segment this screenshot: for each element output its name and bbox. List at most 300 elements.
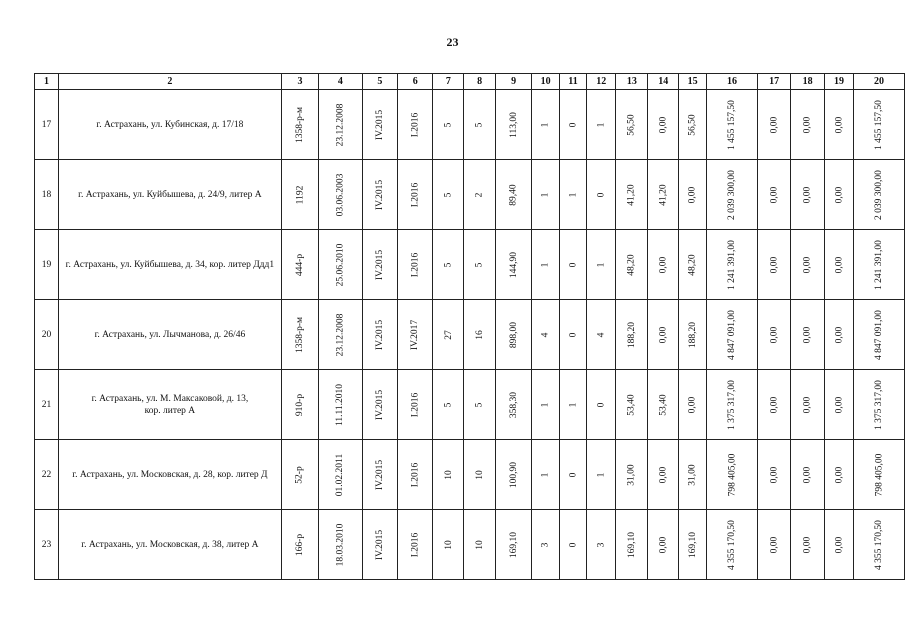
cell-value: 41,20 [658, 183, 669, 206]
cell-value: 0,00 [658, 116, 669, 133]
doc-date-cell [319, 160, 363, 230]
cell-value: 0,00 [769, 396, 780, 413]
col15-cell [679, 440, 707, 510]
end-period-cell [398, 440, 433, 510]
cell-value: 0,00 [833, 256, 844, 273]
cell-value: 53,40 [626, 393, 637, 416]
address-line: г. Астрахань, ул. Куйбышева, д. 34, кор. литер Ддд1 [65, 259, 275, 270]
col13-cell [616, 440, 648, 510]
col13-cell [616, 90, 648, 160]
doc-number-cell [281, 440, 318, 510]
row-number: 22 [35, 440, 59, 510]
table-row [35, 510, 905, 580]
cell-value: 5 [474, 402, 485, 407]
cell-value: 0,00 [833, 536, 844, 553]
cost-cell [707, 230, 758, 300]
col19-cell [824, 440, 853, 510]
address-cell [58, 510, 281, 580]
cell-value: 1 455 157,50 [726, 99, 737, 150]
cell-value: I.2016 [410, 532, 421, 557]
cell-value: 0 [567, 332, 578, 337]
col19-cell [824, 300, 853, 370]
cell-value: 0 [567, 262, 578, 267]
col8-cell [464, 90, 496, 160]
cell-value: 4 847 091,00 [874, 309, 885, 360]
col11-cell [559, 90, 586, 160]
cell-value: 0,00 [802, 396, 813, 413]
cell-value: 1 375 317,00 [874, 379, 885, 430]
table-row [35, 160, 905, 230]
cell-value: 41,20 [626, 183, 637, 206]
cell-value: 0,00 [802, 256, 813, 273]
col10-cell [532, 300, 559, 370]
cell-value: 5 [443, 262, 454, 267]
cell-value: 5 [474, 262, 485, 267]
table-row [35, 90, 905, 160]
cell-value: 4 [540, 332, 551, 337]
cell-value: 188,20 [626, 321, 637, 348]
address-line: г. Астрахань, ул. М. Максаковой, д. 13, [91, 393, 249, 404]
total-cell [854, 440, 905, 510]
cell-value: 23.12.2008 [335, 313, 346, 356]
col12-cell [587, 370, 616, 440]
total-cell [854, 300, 905, 370]
cell-value: 0,00 [833, 326, 844, 343]
cell-value: 358,30 [508, 391, 519, 418]
col15-cell [679, 370, 707, 440]
row-number: 18 [35, 160, 59, 230]
cell-value: 0 [567, 472, 578, 477]
col19-cell [824, 370, 853, 440]
cell-value: 01.02.2011 [335, 453, 346, 496]
cell-value: 144,90 [508, 251, 519, 278]
cell-value: 18.03.2010 [335, 523, 346, 566]
cell-value: I.2016 [410, 462, 421, 487]
total-cell [854, 230, 905, 300]
column-header: 9 [495, 74, 532, 90]
cell-value: 0,00 [833, 396, 844, 413]
col11-cell [559, 510, 586, 580]
cell-value: IV.2015 [374, 529, 385, 560]
cell-value: IV.2015 [374, 249, 385, 280]
col11-cell [559, 160, 586, 230]
cost-cell [707, 440, 758, 510]
cell-value: 5 [443, 402, 454, 407]
cell-value: 5 [443, 192, 454, 197]
doc-number-cell [281, 510, 318, 580]
area-cell [495, 440, 532, 510]
row-number: 17 [35, 90, 59, 160]
cell-value: 1 [540, 262, 551, 267]
doc-date-cell [319, 440, 363, 510]
col18-cell [791, 440, 824, 510]
cell-value: 25.06.2010 [335, 243, 346, 286]
cell-value: 0,00 [658, 466, 669, 483]
col8-cell [464, 300, 496, 370]
col8-cell [464, 230, 496, 300]
col19-cell [824, 90, 853, 160]
cell-value: 31,00 [687, 463, 698, 486]
col18-cell [791, 90, 824, 160]
cell-value: 798 405,00 [874, 453, 885, 496]
col14-cell [648, 90, 679, 160]
cell-value: 0 [567, 542, 578, 547]
cell-value: 53,40 [658, 393, 669, 416]
cost-cell [707, 300, 758, 370]
cell-value: 5 [443, 122, 454, 127]
col7-cell [433, 440, 464, 510]
cell-value: 0,00 [833, 186, 844, 203]
address-line: г. Астрахань, ул. Кубинская, д. 17/18 [96, 119, 244, 130]
cell-value: 2 [474, 192, 485, 197]
cell-value: 169,10 [508, 531, 519, 558]
cell-value: 0,00 [658, 326, 669, 343]
cost-cell [707, 510, 758, 580]
cell-value: 898,00 [508, 321, 519, 348]
cell-value: 0,00 [769, 256, 780, 273]
doc-date-cell [319, 90, 363, 160]
table-row [35, 440, 905, 510]
col13-cell [616, 160, 648, 230]
cell-value: 4 355 170,50 [874, 519, 885, 570]
col10-cell [532, 510, 559, 580]
cell-value: 1 [540, 192, 551, 197]
col17-cell [757, 160, 790, 230]
address-cell [58, 440, 281, 510]
total-cell [854, 370, 905, 440]
cell-value: I.2016 [410, 392, 421, 417]
end-period-cell [398, 160, 433, 230]
col12-cell [587, 300, 616, 370]
column-header: 16 [707, 74, 758, 90]
col18-cell [791, 510, 824, 580]
cell-value: 11.11.2010 [335, 383, 346, 426]
column-header: 2 [58, 74, 281, 90]
col13-cell [616, 370, 648, 440]
cell-value: 27 [443, 329, 454, 340]
cell-value: 56,50 [687, 113, 698, 136]
col7-cell [433, 230, 464, 300]
end-period-cell [398, 230, 433, 300]
doc-date-cell [319, 230, 363, 300]
cell-value: I.2016 [410, 112, 421, 137]
row-number: 20 [35, 300, 59, 370]
col13-cell [616, 230, 648, 300]
address-cell [58, 230, 281, 300]
housing-table [34, 73, 905, 580]
col14-cell [648, 370, 679, 440]
column-header: 11 [559, 74, 586, 90]
start-period-cell [362, 510, 397, 580]
doc-number-cell [281, 370, 318, 440]
col19-cell [824, 230, 853, 300]
end-period-cell [398, 370, 433, 440]
cell-value: 3 [596, 542, 607, 547]
cost-cell [707, 160, 758, 230]
col15-cell [679, 510, 707, 580]
cell-value: 1 [596, 262, 607, 267]
cell-value: 52-р [294, 465, 305, 484]
column-header: 15 [679, 74, 707, 90]
cell-value: 48,20 [626, 253, 637, 276]
col12-cell [587, 440, 616, 510]
area-cell [495, 510, 532, 580]
column-header-row [35, 74, 905, 90]
col15-cell [679, 230, 707, 300]
cell-value: 1 [540, 122, 551, 127]
doc-date-cell [319, 370, 363, 440]
col15-cell [679, 160, 707, 230]
cell-value: 0,00 [769, 186, 780, 203]
col17-cell [757, 440, 790, 510]
cell-value: 1 [596, 472, 607, 477]
col18-cell [791, 300, 824, 370]
address-cell [58, 160, 281, 230]
doc-number-cell [281, 230, 318, 300]
area-cell [495, 160, 532, 230]
column-header: 18 [791, 74, 824, 90]
col11-cell [559, 230, 586, 300]
cell-value: 0,00 [769, 326, 780, 343]
cell-value: 798 405,00 [726, 453, 737, 496]
cell-value: 1 [540, 402, 551, 407]
cell-value: 1358-р-м [294, 106, 305, 143]
cell-value: 0 [596, 192, 607, 197]
col7-cell [433, 90, 464, 160]
cell-value: 0 [596, 402, 607, 407]
area-cell [495, 90, 532, 160]
area-cell [495, 300, 532, 370]
col7-cell [433, 300, 464, 370]
cell-value: 0,00 [833, 116, 844, 133]
total-cell [854, 160, 905, 230]
cell-value: 1 241 391,00 [874, 239, 885, 290]
col11-cell [559, 440, 586, 510]
start-period-cell [362, 300, 397, 370]
col13-cell [616, 300, 648, 370]
cell-value: 1 241 391,00 [726, 239, 737, 290]
cell-value: 10 [474, 539, 485, 550]
cell-value: 0,00 [658, 256, 669, 273]
cell-value: 10 [443, 539, 454, 550]
cell-value: 0,00 [833, 466, 844, 483]
cell-value: 0,00 [802, 186, 813, 203]
column-header: 6 [398, 74, 433, 90]
column-header: 14 [648, 74, 679, 90]
cell-value: 23.12.2008 [335, 103, 346, 146]
col7-cell [433, 160, 464, 230]
col10-cell [532, 370, 559, 440]
cell-value: 03.06.2003 [335, 173, 346, 216]
cell-value: 444-р [294, 253, 305, 276]
cell-value: 113,00 [508, 111, 519, 138]
address-line: г. Астрахань, ул. Лычманова, д. 26/46 [94, 329, 246, 340]
cell-value: IV.2015 [374, 319, 385, 350]
cell-value: 1 455 157,50 [874, 99, 885, 150]
address-line: г. Астрахань, ул. Московская, д. 28, кор. литер Д [72, 469, 268, 480]
start-period-cell [362, 370, 397, 440]
column-header: 1 [35, 74, 59, 90]
address-line: г. Астрахань, ул. Московская, д. 38, литер А [81, 539, 259, 550]
col14-cell [648, 440, 679, 510]
cell-value: 0,00 [769, 466, 780, 483]
row-number: 19 [35, 230, 59, 300]
start-period-cell [362, 160, 397, 230]
column-header: 19 [824, 74, 853, 90]
address-cell [58, 300, 281, 370]
cell-value: 1192 [294, 185, 305, 204]
doc-date-cell [319, 300, 363, 370]
table-body [35, 74, 905, 580]
cell-value: 169,10 [687, 531, 698, 558]
col10-cell [532, 90, 559, 160]
address-cell [58, 370, 281, 440]
col11-cell [559, 370, 586, 440]
col17-cell [757, 300, 790, 370]
col11-cell [559, 300, 586, 370]
page-number: 23 [446, 35, 459, 49]
cell-value: 4 355 170,50 [726, 519, 737, 570]
end-period-cell [398, 510, 433, 580]
cell-value: 1 [540, 472, 551, 477]
cell-value: IV.2015 [374, 109, 385, 140]
address-line: кор. литер А [144, 405, 196, 416]
doc-number-cell [281, 300, 318, 370]
cell-value: 0,00 [802, 466, 813, 483]
start-period-cell [362, 440, 397, 510]
start-period-cell [362, 230, 397, 300]
cell-value: 0,00 [802, 116, 813, 133]
cell-value: 56,50 [626, 113, 637, 136]
cell-value: 31,00 [626, 463, 637, 486]
cell-value: 1 [567, 192, 578, 197]
col19-cell [824, 160, 853, 230]
cell-value: 89,40 [508, 183, 519, 206]
col8-cell [464, 510, 496, 580]
cell-value: 5 [474, 122, 485, 127]
cell-value: 10 [474, 469, 485, 480]
total-cell [854, 510, 905, 580]
cell-value: 0,00 [802, 536, 813, 553]
column-header: 7 [433, 74, 464, 90]
cell-value: IV.2017 [410, 319, 421, 350]
start-period-cell [362, 90, 397, 160]
end-period-cell [398, 90, 433, 160]
cell-value: 1358-р-м [294, 316, 305, 353]
col13-cell [616, 510, 648, 580]
col10-cell [532, 440, 559, 510]
col18-cell [791, 160, 824, 230]
cell-value: IV.2015 [374, 459, 385, 490]
cell-value: 4 847 091,00 [726, 309, 737, 360]
col14-cell [648, 230, 679, 300]
column-header: 17 [757, 74, 790, 90]
table-row [35, 230, 905, 300]
column-header: 4 [319, 74, 363, 90]
area-cell [495, 370, 532, 440]
cost-cell [707, 370, 758, 440]
cell-value: 4 [596, 332, 607, 337]
col7-cell [433, 370, 464, 440]
col10-cell [532, 230, 559, 300]
cell-value: 10 [443, 469, 454, 480]
col7-cell [433, 510, 464, 580]
col12-cell [587, 160, 616, 230]
cell-value: 0,00 [658, 536, 669, 553]
col18-cell [791, 230, 824, 300]
cell-value: IV.2015 [374, 179, 385, 210]
end-period-cell [398, 300, 433, 370]
col12-cell [587, 90, 616, 160]
column-header: 10 [532, 74, 559, 90]
cell-value: I.2016 [410, 182, 421, 207]
cell-value: 2 039 300,00 [726, 169, 737, 220]
row-number: 23 [35, 510, 59, 580]
table-row [35, 300, 905, 370]
cell-value: 910-р [294, 393, 305, 416]
cell-value: 0,00 [769, 536, 780, 553]
total-cell [854, 90, 905, 160]
col8-cell [464, 440, 496, 510]
cell-value: 188,20 [687, 321, 698, 348]
cell-value: 16 [474, 329, 485, 340]
col8-cell [464, 160, 496, 230]
cell-value: 48,20 [687, 253, 698, 276]
cell-value: IV.2015 [374, 389, 385, 420]
cell-value: 169,10 [626, 531, 637, 558]
column-header: 8 [464, 74, 496, 90]
cell-value: 0,00 [769, 116, 780, 133]
cell-value: 2 039 300,00 [874, 169, 885, 220]
column-header: 3 [281, 74, 318, 90]
col12-cell [587, 510, 616, 580]
col17-cell [757, 230, 790, 300]
column-header: 5 [362, 74, 397, 90]
cell-value: 0,00 [802, 326, 813, 343]
cell-value: 3 [540, 542, 551, 547]
cell-value: 1 375 317,00 [726, 379, 737, 430]
cell-value: 0,00 [687, 186, 698, 203]
address-cell [58, 90, 281, 160]
doc-date-cell [319, 510, 363, 580]
cell-value: 0,00 [687, 396, 698, 413]
area-cell [495, 230, 532, 300]
col14-cell [648, 510, 679, 580]
col17-cell [757, 90, 790, 160]
column-header: 12 [587, 74, 616, 90]
cell-value: I.2016 [410, 252, 421, 277]
col12-cell [587, 230, 616, 300]
cell-value: 0 [567, 122, 578, 127]
doc-number-cell [281, 160, 318, 230]
row-number: 21 [35, 370, 59, 440]
col17-cell [757, 370, 790, 440]
col14-cell [648, 300, 679, 370]
col18-cell [791, 370, 824, 440]
column-header: 13 [616, 74, 648, 90]
col15-cell [679, 90, 707, 160]
col14-cell [648, 160, 679, 230]
cell-value: 100,90 [508, 461, 519, 488]
cost-cell [707, 90, 758, 160]
col8-cell [464, 370, 496, 440]
doc-number-cell [281, 90, 318, 160]
col10-cell [532, 160, 559, 230]
address-line: г. Астрахань, ул. Куйбышева, д. 24/9, литер А [78, 189, 262, 200]
column-header: 20 [854, 74, 905, 90]
col19-cell [824, 510, 853, 580]
cell-value: 166-р [294, 533, 305, 556]
